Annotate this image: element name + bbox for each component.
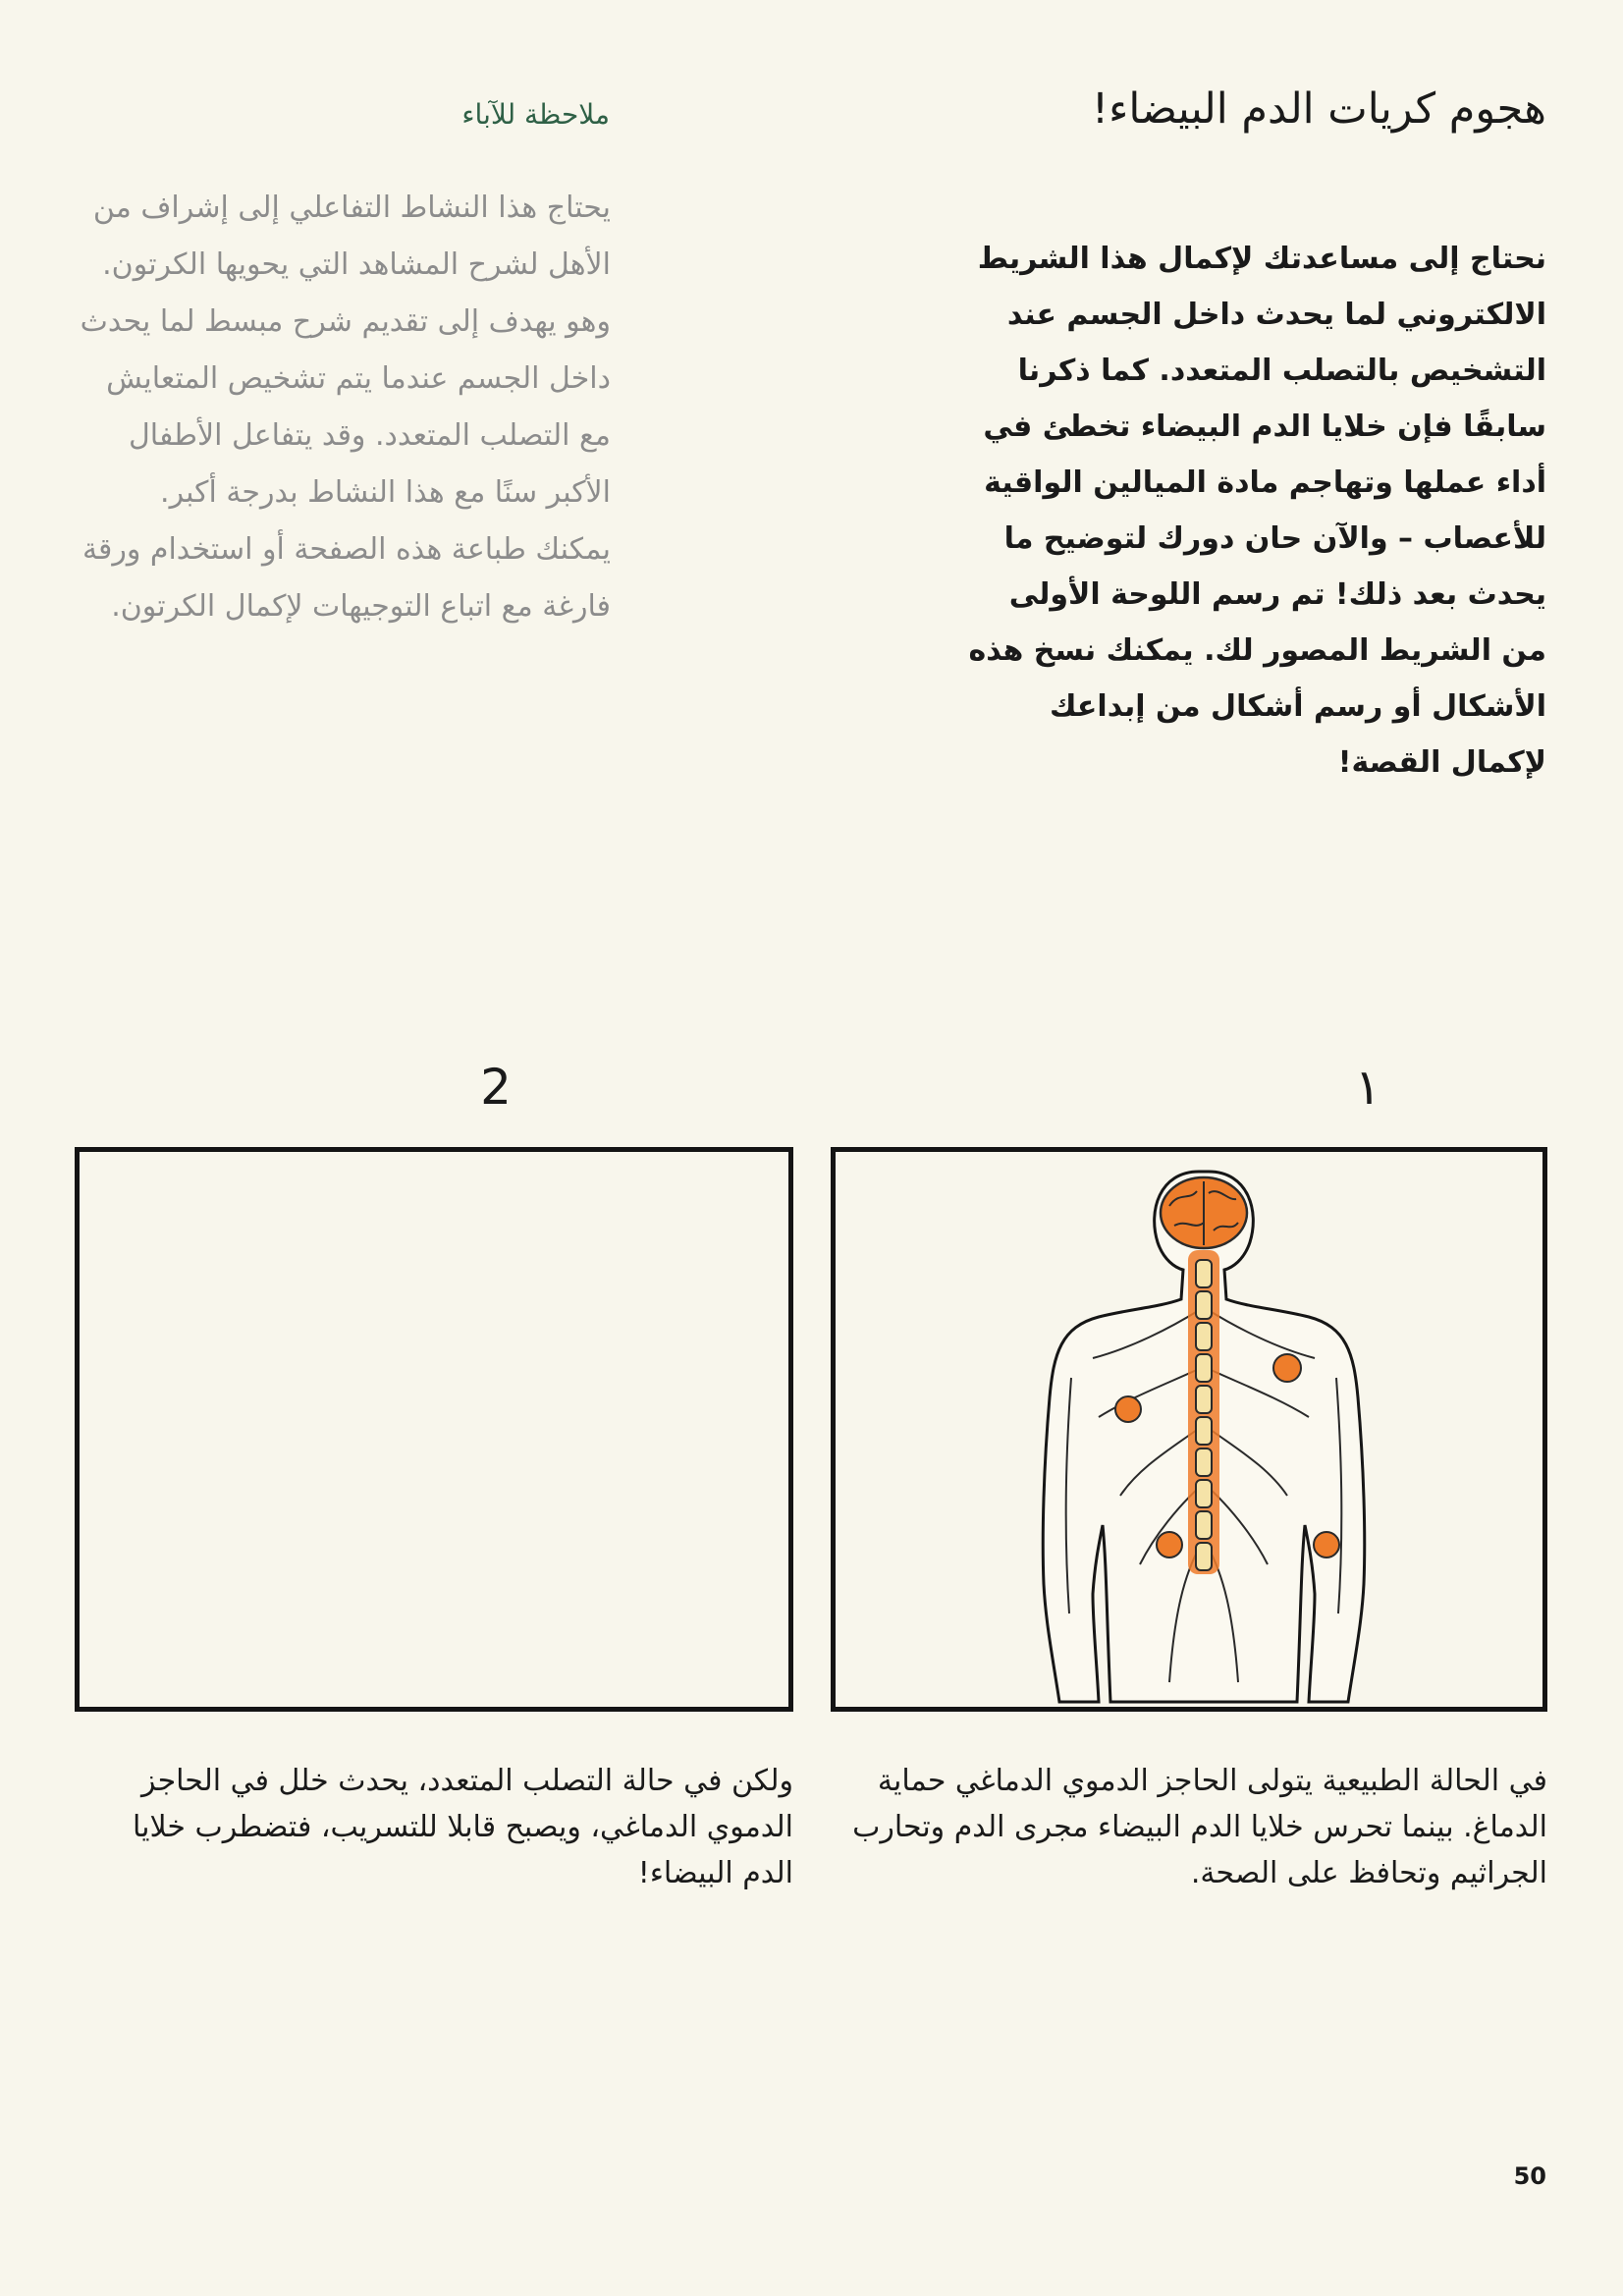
- parent-note-heading: ملاحظة للآباء: [461, 98, 610, 131]
- brain-icon: [1161, 1177, 1247, 1248]
- comic-panel-1: [831, 1147, 1547, 1712]
- intro-paragraph: نحتاج إلى مساعدتك لإكمال هذا الشريط الالكتروني لما يحدث داخل الجسم عند التشخيص بالتصلب المتعدد. كما ذكرنا سابقًا فإن خلايا الدم البيضاء تخطئ في أداء عملها وتهاجم مادة الميالين الواقية للأعصاب – والآن حان دورك لتوضيح ما يحدث بعد ذلك! تم رسم اللوحة الأولى من الشريط المصور لك. يمكنك نسخ هذه الأشكال أو رسم أشكال من إبداعك لإكمال القصة!: [968, 242, 1546, 780]
- page-number: 50: [1513, 2162, 1546, 2190]
- panel-1-caption: في الحالة الطبيعية يتولى الحاجز الدموي الدماغي حماية الدماغ. بينما تحرس خلايا الدم البيضاء مجرى الدم وتحارب الجراثيم وتحافظ على الصحة.: [852, 1764, 1547, 1890]
- page-title: هجوم كريات الدم البيضاء!: [1091, 84, 1546, 134]
- comic-panel-2-blank[interactable]: [75, 1147, 793, 1712]
- nervous-system-body-illustration: [836, 1152, 1542, 1707]
- parent-note-body: يحتاج هذا النشاط التفاعلي إلى إشراف من الأهل لشرح المشاهد التي يحويها الكرتون. وهو يهدف إلى تقديم شرح مبسط لما يحدث داخل الجسم عندما يتم تشخيص المتعايش مع التصلب المتعدد. وقد يتفاعل الأطفال الأكبر سنًا مع هذا النشاط بدرجة أكبر. يمكنك طباعة هذه الصفحة أو استخدام ورقة فارغة مع اتباع التوجيهات لإكمال الكرتون.: [80, 191, 611, 624]
- panel-2-number: 2: [480, 1059, 512, 1116]
- panel-1-number: ١: [1354, 1059, 1381, 1116]
- panel-2-caption: ولكن في حالة التصلب المتعدد، يحدث خلل في الحاجز الدموي الدماغي، ويصبح قابلا للتسريب، فتضطرب خلايا الدم البيضاء!: [133, 1764, 793, 1890]
